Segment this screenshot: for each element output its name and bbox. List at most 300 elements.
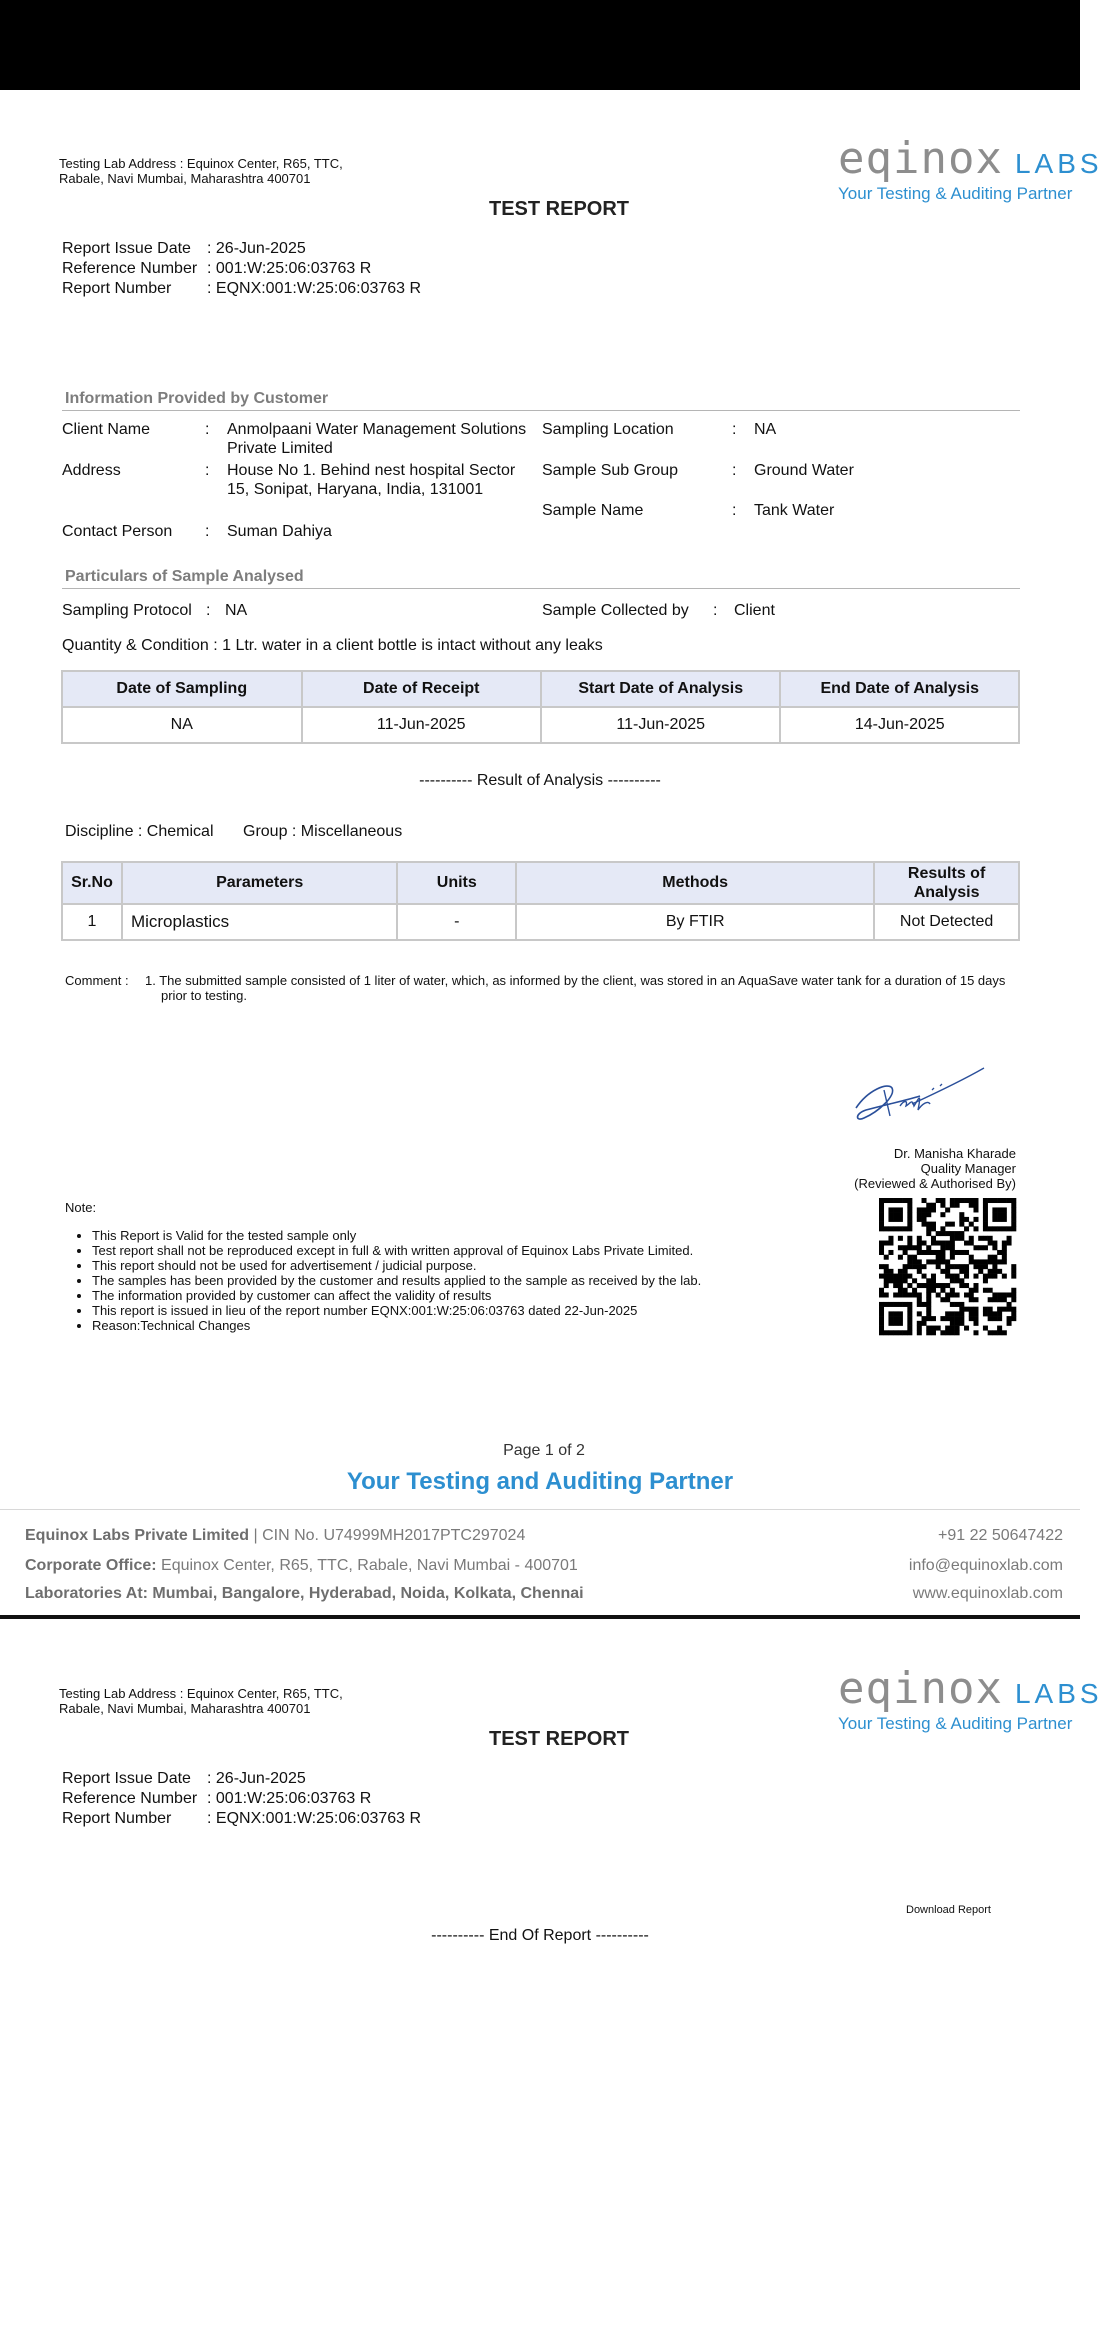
footer-email[interactable]: info@equinoxlab.com: [908, 1557, 1063, 1574]
qr-module: [969, 1259, 974, 1264]
qr-module: [893, 1321, 898, 1326]
qr-module: [992, 1212, 997, 1217]
qr-module: [945, 1259, 950, 1264]
sampling-protocol-value: NA: [225, 602, 248, 619]
qr-module: [973, 1259, 978, 1264]
qr-module: [917, 1321, 922, 1326]
logo-labs: LABS: [1014, 1678, 1103, 1709]
qr-module: [973, 1321, 978, 1326]
qr-module: [959, 1217, 964, 1222]
qr-module: [926, 1222, 931, 1227]
qr-module: [950, 1236, 955, 1241]
qr-module: [1011, 1226, 1016, 1231]
status-bar: [0, 0, 1080, 90]
sampling-location-label: Sampling Location: [542, 421, 674, 438]
qr-module: [922, 1316, 927, 1321]
table-header: Start Date of Analysis: [541, 671, 781, 707]
qr-module: [945, 1245, 950, 1250]
qr-module: [940, 1259, 945, 1264]
sample-sub-group-value: Ground Water: [754, 462, 854, 479]
qr-module: [973, 1264, 978, 1269]
qr-module: [950, 1288, 955, 1293]
qr-module: [997, 1217, 1002, 1222]
qr-module: [1011, 1311, 1016, 1316]
qr-module: [907, 1198, 912, 1203]
result-heading: ---------- Result of Analysis ----------: [419, 772, 661, 789]
qr-module: [879, 1326, 884, 1331]
qr-module: [884, 1255, 889, 1260]
qr-module: [955, 1264, 960, 1269]
end-of-report: ---------- End Of Report ----------: [431, 1927, 649, 1944]
colon: :: [205, 523, 210, 540]
comment-text: 1. The submitted sample consisted of 1 liter of water, which, as informed by the client, was stored in an AquaSave water tank for a duration of 15 days prior to testing.: [145, 973, 1006, 1003]
qr-module: [884, 1274, 889, 1279]
qr-module: [964, 1250, 969, 1255]
qr-module: [950, 1326, 955, 1331]
qr-module: [903, 1278, 908, 1283]
qr-module: [940, 1330, 945, 1335]
qr-module: [992, 1311, 997, 1316]
qr-module: [1002, 1217, 1007, 1222]
qr-module: [983, 1259, 988, 1264]
qr-module: [955, 1231, 960, 1236]
qr-module: [931, 1330, 936, 1335]
qr-module: [936, 1264, 941, 1269]
qr-module: [931, 1278, 936, 1283]
meta-row: [62, 1789, 421, 1809]
qr-module: [907, 1236, 912, 1241]
qr-module: [955, 1316, 960, 1321]
qr-module: [888, 1269, 893, 1274]
qr-module: [922, 1274, 927, 1279]
qr-module: [922, 1212, 927, 1217]
qr-module: [978, 1269, 983, 1274]
meta-val: : 26-Jun-2025: [207, 1770, 306, 1787]
table-cell: 14-Jun-2025: [780, 707, 1019, 743]
qr-module: [926, 1307, 931, 1312]
download-report-link[interactable]: Download Report: [906, 1904, 991, 1916]
qr-module: [917, 1302, 922, 1307]
qr-module: [907, 1326, 912, 1331]
qr-module: [964, 1283, 969, 1288]
qr-module: [917, 1207, 922, 1212]
list-item: • This report should not be used for advertisement / judicial purpose.: [92, 1258, 865, 1273]
qr-module: [997, 1316, 1002, 1321]
qr-module: [926, 1330, 931, 1335]
meta-row: [62, 259, 421, 279]
qr-module: [884, 1330, 889, 1335]
qr-module: [903, 1245, 908, 1250]
logo-wordmark: eqinox: [838, 133, 1003, 184]
qr-module: [978, 1259, 983, 1264]
qr-module: [973, 1198, 978, 1203]
qr-module: [879, 1302, 884, 1307]
qr-module: [936, 1255, 941, 1260]
qr-module: [917, 1292, 922, 1297]
table-cell: Microplastics: [122, 904, 397, 940]
sample-collected-by-value: Client: [734, 602, 775, 619]
qr-module: [922, 1250, 927, 1255]
qr-module: [992, 1207, 997, 1212]
qr-module: [950, 1321, 955, 1326]
qr-module: [1002, 1241, 1007, 1246]
qr-module: [959, 1236, 964, 1241]
qr-module: [898, 1283, 903, 1288]
footer-cin: | CIN No. U74999MH2017PTC297024: [249, 1527, 526, 1544]
qr-module: [955, 1236, 960, 1241]
qr-module: [950, 1231, 955, 1236]
qr-module: [959, 1198, 964, 1203]
qr-module: [931, 1207, 936, 1212]
table-cell: By FTIR: [516, 904, 874, 940]
qr-module: [950, 1311, 955, 1316]
qr-module: [1002, 1226, 1007, 1231]
qr-module: [959, 1222, 964, 1227]
qr-module: [898, 1321, 903, 1326]
qr-module: [922, 1207, 927, 1212]
qr-module: [1011, 1274, 1016, 1279]
qr-module: [903, 1264, 908, 1269]
qr-module: [1002, 1259, 1007, 1264]
particulars-info: [62, 601, 1020, 621]
qr-module: [879, 1307, 884, 1312]
qr-module: [950, 1250, 955, 1255]
qr-module: [888, 1241, 893, 1246]
qr-module: [931, 1274, 936, 1279]
qr-module: [917, 1264, 922, 1269]
qr-module: [907, 1226, 912, 1231]
qr-module: [992, 1292, 997, 1297]
qr-module: [926, 1302, 931, 1307]
qr-module: [922, 1217, 927, 1222]
qr-module: [884, 1241, 889, 1246]
contact-person-label: Contact Person: [62, 523, 173, 540]
qr-module: [898, 1302, 903, 1307]
qr-module: [888, 1316, 893, 1321]
particulars-section-heading: Particulars of Sample Analysed: [62, 568, 1020, 589]
customer-info: [62, 420, 1020, 545]
qr-module: [1002, 1292, 1007, 1297]
qr-module: [926, 1207, 931, 1212]
qr-module: [940, 1255, 945, 1260]
qr-module: [978, 1245, 983, 1250]
list-item: • Test report shall not be reproduced except in full & with written approval of Equinox Labs Private Limited.: [92, 1243, 865, 1258]
meta-key: Report Number: [62, 280, 172, 297]
qr-module: [922, 1321, 927, 1326]
table-cell: -: [397, 904, 516, 940]
sampling-protocol-label: Sampling Protocol: [62, 602, 192, 619]
qr-module: [888, 1321, 893, 1326]
qr-module: [988, 1241, 993, 1246]
qr-module: [950, 1330, 955, 1335]
qr-module: [992, 1245, 997, 1250]
qr-module: [959, 1311, 964, 1316]
qr-module: [907, 1222, 912, 1227]
qr-module: [955, 1330, 960, 1335]
table-row: [62, 904, 1019, 940]
qr-module: [969, 1198, 974, 1203]
qr-module: [988, 1259, 993, 1264]
qr-module: [945, 1231, 950, 1236]
qr-module: [983, 1326, 988, 1331]
qr-module: [1011, 1222, 1016, 1227]
qr-module: [955, 1203, 960, 1208]
qr-module: [898, 1198, 903, 1203]
qr-module: [879, 1212, 884, 1217]
qr-module: [912, 1245, 917, 1250]
qr-module: [973, 1203, 978, 1208]
qr-module: [898, 1311, 903, 1316]
qr-module: [898, 1255, 903, 1260]
qr-module: [940, 1198, 945, 1203]
qr-module: [997, 1326, 1002, 1331]
qr-module: [931, 1283, 936, 1288]
qr-module: [1011, 1198, 1016, 1203]
client-name-label: Client Name: [62, 421, 151, 438]
footer-company: [25, 1527, 525, 1545]
sample-sub-group-label: Sample Sub Group: [542, 462, 679, 479]
qr-module: [973, 1217, 978, 1222]
meta-key: Reference Number: [62, 260, 198, 277]
footer-phone[interactable]: +91 22 50647422: [937, 1527, 1063, 1544]
qr-module: [936, 1250, 941, 1255]
meta-key: Report Number: [62, 1810, 172, 1827]
table-cell: 1: [62, 904, 122, 940]
qr-module: [988, 1311, 993, 1316]
footer-labs-text: Laboratories At: Mumbai, Bangalore, Hyderabad, Noida, Kolkata, Chennai: [25, 1585, 584, 1602]
qr-module: [983, 1307, 988, 1312]
qr-module: [888, 1330, 893, 1335]
qr-module: [931, 1241, 936, 1246]
report-meta: [62, 1769, 421, 1829]
qr-module: [926, 1283, 931, 1288]
table-header-row: [62, 671, 1019, 707]
qr-module: [879, 1321, 884, 1326]
list-item: • This report is issued in lieu of the report number EQNX:001:W:25:06:03763 dated 22-Jun-2025: [92, 1303, 865, 1318]
sampling-location-value: NA: [754, 421, 777, 438]
qr-module: [997, 1269, 1002, 1274]
qr-module: [879, 1222, 884, 1227]
group: Group : Miscellaneous: [243, 823, 403, 840]
qr-module: [936, 1241, 941, 1246]
qr-module: [988, 1236, 993, 1241]
qr-module: [969, 1241, 974, 1246]
qr-module: [973, 1307, 978, 1312]
qr-module: [879, 1203, 884, 1208]
table-header: End Date of Analysis: [780, 671, 1019, 707]
qr-module: [884, 1269, 889, 1274]
qr-module: [898, 1212, 903, 1217]
qr-module: [983, 1264, 988, 1269]
qr-module: [917, 1250, 922, 1255]
qr-module: [907, 1307, 912, 1312]
qr-module: [940, 1226, 945, 1231]
list-item: • The information provided by customer can affect the validity of results: [92, 1288, 865, 1303]
table-header: Methods: [516, 862, 874, 904]
qr-module: [1002, 1297, 1007, 1302]
qr-module: [884, 1278, 889, 1283]
qr-module: [903, 1302, 908, 1307]
meta-val: : EQNX:001:W:25:06:03763 R: [207, 1810, 422, 1827]
meta-row: [62, 239, 421, 259]
report-meta: [62, 239, 421, 299]
qr-module: [983, 1198, 988, 1203]
qr-module: [898, 1217, 903, 1222]
qr-module: [1002, 1245, 1007, 1250]
qr-module: [1011, 1288, 1016, 1293]
qr-module: [912, 1255, 917, 1260]
qr-module: [936, 1283, 941, 1288]
qr-module: [931, 1203, 936, 1208]
report-title: TEST REPORT: [488, 1728, 629, 1750]
qr-module: [907, 1311, 912, 1316]
qr-module: [884, 1198, 889, 1203]
qr-module: [898, 1236, 903, 1241]
table-header: Units: [397, 862, 516, 904]
table-header: Sr.No: [62, 862, 122, 904]
qr-module: [1002, 1274, 1007, 1279]
qr-module: [1002, 1212, 1007, 1217]
footer-website[interactable]: www.equinoxlab.com: [912, 1585, 1063, 1602]
qr-module: [1002, 1330, 1007, 1335]
qr-module: [893, 1292, 898, 1297]
qr-module: [969, 1288, 974, 1293]
qr-module: [992, 1274, 997, 1279]
qr-module: [983, 1212, 988, 1217]
qr-module: [1011, 1316, 1016, 1321]
qr-module: [940, 1250, 945, 1255]
qr-module: [959, 1212, 964, 1217]
qr-module: [907, 1302, 912, 1307]
qr-module: [903, 1250, 908, 1255]
qr-module: [922, 1264, 927, 1269]
qr-module: [907, 1321, 912, 1326]
qr-module: [992, 1316, 997, 1321]
qr-module: [983, 1203, 988, 1208]
qr-module: [964, 1217, 969, 1222]
qr-module: [988, 1307, 993, 1312]
qr-module: [988, 1255, 993, 1260]
qr-module: [969, 1297, 974, 1302]
qr-module: [907, 1316, 912, 1321]
qr-module: [959, 1269, 964, 1274]
qr-module: [945, 1283, 950, 1288]
qr-module: [945, 1292, 950, 1297]
qr-module: [879, 1217, 884, 1222]
qr-module: [945, 1330, 950, 1335]
qr-module: [940, 1316, 945, 1321]
qr-module: [964, 1307, 969, 1312]
qr-module: [950, 1292, 955, 1297]
qr-module: [988, 1288, 993, 1293]
qr-module: [888, 1236, 893, 1241]
dates-table: [61, 670, 1020, 744]
qr-module: [879, 1241, 884, 1246]
qr-module: [997, 1330, 1002, 1335]
list-item: • The samples has been provided by the customer and results applied to the sample as received by the lab.: [92, 1273, 865, 1288]
qr-module: [907, 1274, 912, 1279]
qr-module: [922, 1241, 927, 1246]
list-item: • This Report is Valid for the tested sample only: [92, 1228, 865, 1243]
qr-module: [955, 1198, 960, 1203]
qr-module: [1007, 1236, 1012, 1241]
qr-module: [997, 1250, 1002, 1255]
qr-module: [955, 1250, 960, 1255]
qr-module: [973, 1274, 978, 1279]
qr-module: [969, 1292, 974, 1297]
qr-module: [964, 1274, 969, 1279]
signatory-note: (Reviewed & Authorised By): [854, 1176, 1016, 1191]
qr-module: [988, 1198, 993, 1203]
qr-module: [917, 1259, 922, 1264]
qr-module: [992, 1330, 997, 1335]
table-cell: 11-Jun-2025: [302, 707, 541, 743]
qr-module: [1002, 1255, 1007, 1260]
table-header: Date of Receipt: [302, 671, 541, 707]
qr-module: [926, 1288, 931, 1293]
signatory-name: Dr. Manisha Kharade: [893, 1146, 1016, 1161]
qr-module: [945, 1269, 950, 1274]
page-number: Page 1 of 2: [503, 1442, 585, 1459]
qr-module: [1002, 1207, 1007, 1212]
qr-module: [964, 1264, 969, 1269]
qr-module: [955, 1321, 960, 1326]
qr-module: [945, 1297, 950, 1302]
meta-val: : 26-Jun-2025: [207, 240, 306, 257]
qr-module: [879, 1292, 884, 1297]
qr-module: [988, 1316, 993, 1321]
qr-module: [945, 1207, 950, 1212]
qr-module: [931, 1222, 936, 1227]
qr-module: [879, 1264, 884, 1269]
footer-office-label: Corporate Office:: [25, 1557, 157, 1574]
qr-module: [940, 1245, 945, 1250]
colon: :: [206, 602, 211, 619]
qr-code[interactable]: [879, 1198, 1016, 1335]
qr-module: [955, 1302, 960, 1307]
qr-module: [893, 1217, 898, 1222]
qr-module: [988, 1274, 993, 1279]
qr-module: [879, 1245, 884, 1250]
lab-address: Testing Lab Address : Equinox Center, R65, TTC, Rabale, Navi Mumbai, Maharashtra 400701: [59, 1686, 343, 1716]
qr-module: [879, 1250, 884, 1255]
comment-label: Comment :: [65, 973, 129, 988]
qr-module: [907, 1217, 912, 1222]
qr-module: [903, 1226, 908, 1231]
meta-row: [62, 1769, 421, 1789]
qr-module: [936, 1231, 941, 1236]
qr-module: [931, 1226, 936, 1231]
logo-tagline: Your Testing & Auditing Partner: [838, 1714, 1073, 1733]
qr-module: [888, 1278, 893, 1283]
qr-module: [898, 1316, 903, 1321]
qr-module: [992, 1255, 997, 1260]
qr-module: [922, 1222, 927, 1227]
qr-module: [888, 1302, 893, 1307]
meta-val: : 001:W:25:06:03763 R: [207, 260, 372, 277]
qr-module: [917, 1283, 922, 1288]
table-cell: Not Detected: [874, 904, 1019, 940]
qr-module: [893, 1311, 898, 1316]
qr-module: [1011, 1307, 1016, 1312]
meta-row: [62, 279, 421, 299]
qr-module: [903, 1292, 908, 1297]
qr-module: [936, 1259, 941, 1264]
qr-module: [978, 1264, 983, 1269]
qr-module: [931, 1326, 936, 1331]
qr-module: [955, 1278, 960, 1283]
quantity-condition-value: : 1 Ltr. water in a client bottle is intact without any leaks: [213, 637, 603, 654]
